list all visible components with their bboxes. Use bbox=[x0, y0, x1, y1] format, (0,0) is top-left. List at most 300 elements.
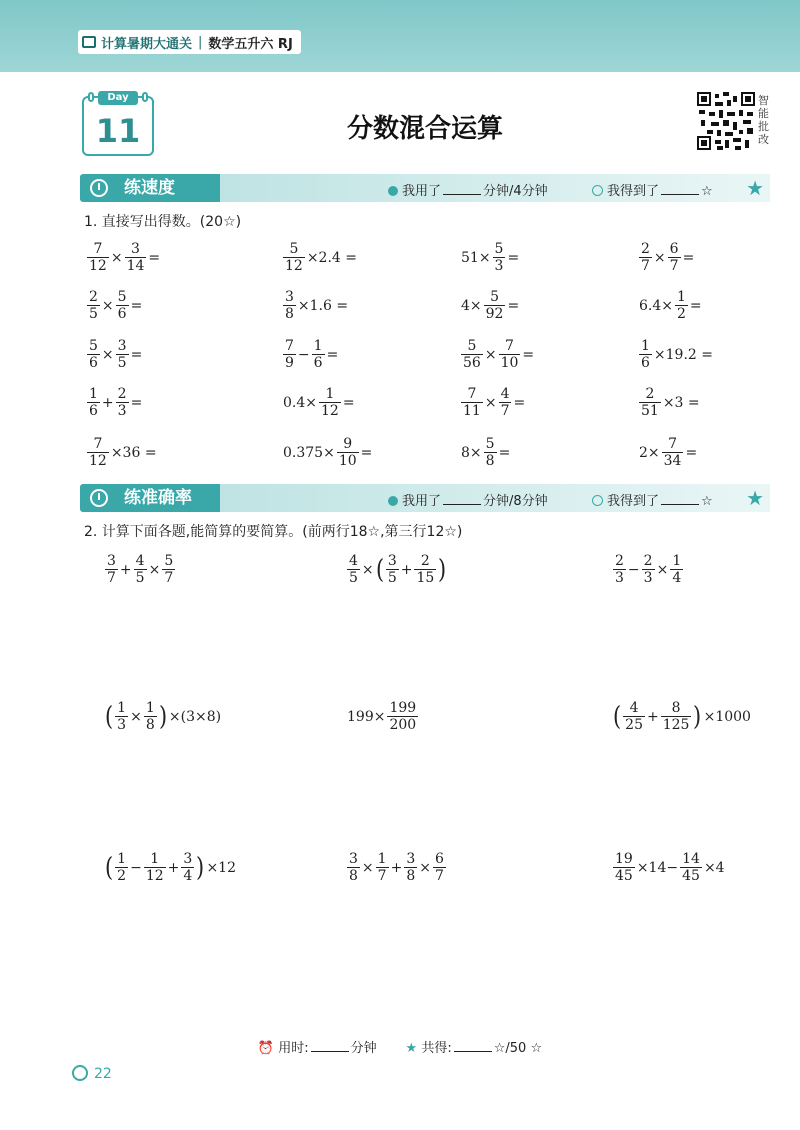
numerator: 19 bbox=[615, 851, 633, 867]
expression-text: 0.4× bbox=[283, 394, 317, 411]
numerator: 3 bbox=[183, 851, 193, 867]
fraction bbox=[144, 851, 166, 884]
time-blank[interactable] bbox=[443, 504, 481, 505]
fraction bbox=[376, 851, 389, 884]
numerator: 14 bbox=[682, 851, 700, 867]
footer-time-label: 用时: bbox=[278, 1041, 309, 1056]
fraction bbox=[675, 289, 688, 322]
section-accuracy-title: 练准确率 bbox=[124, 488, 192, 508]
numerator: 2 bbox=[645, 386, 655, 402]
numerator: 3 bbox=[349, 851, 358, 867]
numerator: 4 bbox=[500, 386, 510, 402]
denominator: 125 bbox=[662, 717, 690, 733]
denominator: 3 bbox=[615, 570, 624, 586]
fraction bbox=[312, 338, 325, 371]
operator: + bbox=[167, 859, 180, 876]
denominator: 5 bbox=[387, 570, 397, 586]
timer-icon bbox=[388, 186, 398, 196]
expression-text: ×12 bbox=[206, 859, 236, 876]
numerator: 6 bbox=[434, 851, 444, 867]
operator: = bbox=[342, 394, 355, 411]
timer-icon bbox=[388, 496, 398, 506]
star-suffix: ☆ bbox=[701, 494, 713, 509]
numerator: 1 bbox=[117, 851, 127, 867]
fraction bbox=[613, 851, 635, 884]
fraction bbox=[639, 338, 652, 371]
expression-text: ×2.4 = bbox=[306, 249, 358, 266]
expression-text: 6.4× bbox=[639, 297, 673, 314]
calendar-ring-icon bbox=[88, 92, 94, 102]
fraction bbox=[116, 289, 129, 322]
fraction bbox=[115, 700, 128, 733]
fraction bbox=[125, 241, 147, 274]
operator: × bbox=[484, 346, 497, 363]
section-speed-bar bbox=[80, 174, 770, 202]
denominator: 3 bbox=[117, 403, 127, 419]
fraction bbox=[337, 436, 359, 469]
operator: + bbox=[101, 394, 114, 411]
math-expression bbox=[104, 851, 237, 884]
math-expression bbox=[282, 289, 349, 322]
operator: = bbox=[507, 249, 520, 266]
denominator: 8 bbox=[406, 868, 416, 884]
star-suffix: ☆ bbox=[701, 184, 713, 199]
numerator: 1 bbox=[313, 338, 323, 354]
denominator: 11 bbox=[463, 403, 481, 419]
operator: = bbox=[326, 346, 339, 363]
denominator: 10 bbox=[338, 453, 357, 469]
fraction bbox=[105, 553, 118, 586]
operator: = bbox=[682, 249, 695, 266]
operator: × bbox=[484, 394, 497, 411]
numerator: 4 bbox=[135, 553, 145, 569]
expression-text: ×1.6 = bbox=[297, 297, 349, 314]
math-expression bbox=[86, 436, 158, 469]
denominator: 5 bbox=[117, 355, 127, 371]
expression-text: ×4 bbox=[703, 859, 725, 876]
qr-note: 智能批改 bbox=[758, 94, 769, 146]
operator: × bbox=[101, 297, 114, 314]
math-expression bbox=[86, 289, 143, 322]
denominator: 9 bbox=[285, 355, 294, 371]
expression-text: 4× bbox=[461, 297, 482, 314]
expression-text: 51× bbox=[461, 249, 491, 266]
footer-total-suffix: ☆/50 ☆ bbox=[493, 1041, 543, 1056]
time-used-field[interactable] bbox=[388, 180, 548, 199]
numerator: 3 bbox=[117, 338, 127, 354]
denominator: 45 bbox=[682, 868, 700, 884]
numerator: 7 bbox=[93, 436, 103, 452]
numerator: 5 bbox=[494, 241, 504, 257]
sun-icon bbox=[72, 1065, 88, 1081]
fraction bbox=[116, 386, 129, 419]
operator: − bbox=[297, 346, 310, 363]
expression-text: ×36 = bbox=[110, 444, 157, 461]
numerator: 1 bbox=[117, 700, 127, 716]
denominator: 12 bbox=[89, 453, 107, 469]
fraction bbox=[642, 553, 655, 586]
math-expression bbox=[460, 436, 511, 469]
numerator: 1 bbox=[377, 851, 387, 867]
math-expression bbox=[104, 700, 222, 733]
operator: × bbox=[101, 346, 114, 363]
star-icon: ★ bbox=[746, 486, 764, 510]
fraction bbox=[87, 289, 100, 322]
fraction bbox=[493, 241, 506, 274]
page-number bbox=[72, 1065, 112, 1082]
denominator: 5 bbox=[89, 306, 98, 322]
denominator: 4 bbox=[672, 570, 682, 586]
denominator: 25 bbox=[625, 717, 643, 733]
expression-text: 8× bbox=[461, 444, 482, 461]
numerator: 2 bbox=[643, 553, 653, 569]
operator: × bbox=[653, 249, 666, 266]
fraction bbox=[662, 436, 684, 469]
book-breadcrumb bbox=[78, 30, 301, 54]
numerator: 3 bbox=[387, 553, 397, 569]
footer-summary bbox=[0, 1037, 800, 1056]
fraction bbox=[680, 851, 702, 884]
operator: × bbox=[361, 859, 374, 876]
fraction bbox=[387, 700, 418, 733]
stars-got-field[interactable] bbox=[592, 180, 713, 199]
denominator: 7 bbox=[500, 403, 510, 419]
parenthesis: ) bbox=[196, 852, 205, 883]
expression-text: 199× bbox=[347, 708, 386, 725]
fraction bbox=[87, 241, 109, 274]
math-expression bbox=[460, 338, 535, 371]
time-used-label: 我用了 bbox=[402, 184, 442, 199]
denominator: 8 bbox=[349, 868, 358, 884]
math-expression bbox=[638, 289, 703, 322]
numerator: 8 bbox=[671, 700, 681, 716]
fraction bbox=[668, 241, 681, 274]
denominator: 8 bbox=[145, 717, 155, 733]
expression-text: 2× bbox=[639, 444, 660, 461]
numerator: 5 bbox=[164, 553, 174, 569]
numerator: 1 bbox=[677, 289, 686, 305]
math-expression bbox=[638, 436, 698, 469]
fraction bbox=[484, 289, 506, 322]
math-expression bbox=[346, 553, 447, 586]
fraction bbox=[414, 553, 436, 586]
parenthesis: ( bbox=[105, 852, 114, 883]
denominator: 92 bbox=[485, 306, 504, 322]
time-used-label: 我用了 bbox=[402, 494, 442, 509]
operator: × bbox=[130, 708, 142, 725]
fraction bbox=[87, 338, 100, 371]
math-expression bbox=[612, 851, 726, 884]
denominator: 3 bbox=[494, 258, 504, 274]
section-speed-title: 练速度 bbox=[124, 178, 175, 198]
section-accuracy-bar bbox=[80, 484, 770, 512]
denominator: 34 bbox=[663, 453, 682, 469]
parenthesis: ) bbox=[158, 701, 167, 732]
denominator: 2 bbox=[677, 306, 686, 322]
fraction bbox=[670, 553, 683, 586]
denominator: 3 bbox=[117, 717, 127, 733]
fraction bbox=[115, 851, 128, 884]
math-expression bbox=[612, 700, 752, 733]
operator: = bbox=[507, 297, 520, 314]
parenthesis: ( bbox=[375, 554, 384, 585]
fraction bbox=[347, 553, 360, 586]
operator: × bbox=[656, 561, 669, 578]
qr-code-icon[interactable] bbox=[697, 92, 755, 150]
numerator: 5 bbox=[490, 289, 500, 305]
math-expression bbox=[612, 553, 684, 586]
denominator: 12 bbox=[89, 258, 107, 274]
fraction bbox=[319, 386, 341, 419]
fraction bbox=[461, 338, 483, 371]
denominator: 2 bbox=[117, 868, 127, 884]
numerator: 1 bbox=[641, 338, 650, 354]
stopwatch-icon bbox=[90, 179, 108, 197]
fraction bbox=[404, 851, 417, 884]
denominator: 6 bbox=[117, 306, 127, 322]
footer-time-blank[interactable] bbox=[311, 1051, 349, 1052]
stars-blank[interactable] bbox=[661, 194, 699, 195]
operator: = bbox=[130, 394, 143, 411]
expression-text: ×14− bbox=[636, 859, 679, 876]
fraction bbox=[181, 851, 194, 884]
denominator: 3 bbox=[643, 570, 653, 586]
parenthesis: ( bbox=[105, 701, 114, 732]
denominator: 51 bbox=[641, 403, 659, 419]
numerator: 3 bbox=[131, 241, 140, 257]
denominator: 4 bbox=[183, 868, 193, 884]
fraction bbox=[283, 241, 305, 274]
operator: = bbox=[689, 297, 702, 314]
math-expression bbox=[86, 338, 143, 371]
denominator: 6 bbox=[89, 403, 98, 419]
page-number-text: 22 bbox=[94, 1066, 112, 1082]
math-expression bbox=[460, 241, 520, 274]
operator: − bbox=[627, 561, 640, 578]
calendar-ring-icon bbox=[142, 92, 148, 102]
numerator: 7 bbox=[93, 241, 103, 257]
math-expression bbox=[346, 700, 419, 733]
fraction bbox=[484, 436, 497, 469]
denominator: 56 bbox=[463, 355, 481, 371]
math-expression bbox=[638, 338, 714, 371]
footer-total-label: 共得: bbox=[421, 1041, 452, 1056]
page-title: 分数混合运算 bbox=[346, 114, 503, 144]
stars-blank[interactable] bbox=[661, 504, 699, 505]
numerator: 2 bbox=[420, 553, 430, 569]
operator: + bbox=[119, 561, 132, 578]
numerator: 5 bbox=[89, 338, 98, 354]
day-tab: Day bbox=[98, 91, 138, 105]
numerator: 1 bbox=[672, 553, 682, 569]
instruction-2: 2. 计算下面各题,能简算的要简算。(前两行18☆,第三行12☆) bbox=[84, 524, 463, 540]
operator: = bbox=[513, 394, 526, 411]
numerator: 4 bbox=[629, 700, 639, 716]
parenthesis: ) bbox=[693, 701, 702, 732]
expression-text: ×19.2 = bbox=[653, 346, 714, 363]
denominator: 5 bbox=[135, 570, 145, 586]
denominator: 6 bbox=[641, 355, 650, 371]
day-number: 11 bbox=[95, 112, 141, 150]
numerator: 1 bbox=[325, 386, 335, 402]
operator: = bbox=[130, 297, 143, 314]
math-expression bbox=[460, 289, 520, 322]
parenthesis: ) bbox=[438, 554, 447, 585]
fraction bbox=[639, 241, 652, 274]
book-icon bbox=[82, 36, 96, 48]
check-icon bbox=[592, 495, 603, 506]
denominator: 7 bbox=[641, 258, 650, 274]
denominator: 7 bbox=[164, 570, 174, 586]
numerator: 1 bbox=[150, 851, 160, 867]
numerator: 2 bbox=[89, 289, 98, 305]
breadcrumb-separator: | bbox=[198, 34, 203, 50]
math-expression bbox=[346, 851, 447, 884]
star-icon: ★ bbox=[746, 176, 764, 200]
math-expression bbox=[282, 386, 356, 419]
operator: + bbox=[400, 561, 413, 578]
numerator: 4 bbox=[349, 553, 358, 569]
numerator: 3 bbox=[406, 851, 416, 867]
operator: = bbox=[148, 249, 161, 266]
fraction bbox=[499, 338, 521, 371]
math-expression bbox=[638, 241, 695, 274]
target-icon bbox=[90, 489, 108, 507]
math-expression bbox=[460, 386, 526, 419]
expression-text: ×3 = bbox=[662, 394, 700, 411]
denominator: 12 bbox=[285, 258, 303, 274]
numerator: 7 bbox=[505, 338, 514, 354]
operator: × bbox=[419, 859, 431, 876]
subject-label: 数学五升六 RJ bbox=[208, 36, 293, 52]
numerator: 2 bbox=[615, 553, 624, 569]
math-expression bbox=[638, 386, 701, 419]
denominator: 6 bbox=[313, 355, 323, 371]
numerator: 2 bbox=[117, 386, 127, 402]
fraction bbox=[283, 289, 296, 322]
operator: × bbox=[361, 561, 374, 578]
fraction bbox=[347, 851, 360, 884]
operator: + bbox=[390, 859, 403, 876]
operator: + bbox=[646, 708, 659, 725]
denominator: 7 bbox=[107, 570, 116, 586]
denominator: 12 bbox=[145, 868, 164, 884]
time-blank[interactable] bbox=[443, 194, 481, 195]
operator: = bbox=[130, 346, 143, 363]
operator: × bbox=[148, 561, 161, 578]
fraction bbox=[283, 338, 296, 371]
fraction bbox=[386, 553, 399, 586]
denominator: 8 bbox=[485, 453, 495, 469]
math-expression bbox=[282, 338, 339, 371]
operator: = bbox=[498, 444, 511, 461]
footer-time-unit: 分钟 bbox=[350, 1041, 377, 1056]
fraction bbox=[613, 553, 626, 586]
book-title: 计算暑期大通关 bbox=[101, 36, 193, 52]
fraction bbox=[144, 700, 157, 733]
section-accuracy-heading bbox=[80, 484, 220, 512]
section-speed-heading bbox=[80, 174, 220, 202]
stars-got-label: 我得到了 bbox=[607, 184, 660, 199]
numerator: 7 bbox=[285, 338, 294, 354]
fraction bbox=[639, 386, 661, 419]
footer-total-blank[interactable] bbox=[454, 1051, 492, 1052]
numerator: 7 bbox=[668, 436, 678, 452]
fraction bbox=[87, 386, 100, 419]
fraction bbox=[162, 553, 175, 586]
check-icon bbox=[592, 185, 603, 196]
stars-got-field[interactable] bbox=[592, 490, 713, 509]
math-expression bbox=[86, 386, 143, 419]
denominator: 200 bbox=[389, 717, 417, 733]
fraction bbox=[623, 700, 645, 733]
star-icon: ★ bbox=[405, 1041, 418, 1056]
numerator: 5 bbox=[485, 436, 495, 452]
fraction bbox=[433, 851, 446, 884]
expression-text: ×1000 bbox=[703, 708, 751, 725]
numerator: 3 bbox=[107, 553, 116, 569]
denominator: 7 bbox=[669, 258, 679, 274]
denominator: 6 bbox=[89, 355, 98, 371]
expression-text: 0.375× bbox=[283, 444, 335, 461]
stars-got-label: 我得到了 bbox=[607, 494, 660, 509]
parenthesis: ( bbox=[613, 701, 622, 732]
math-expression bbox=[282, 436, 373, 469]
denominator: 45 bbox=[615, 868, 633, 884]
math-expression bbox=[86, 241, 161, 274]
denominator: 10 bbox=[500, 355, 519, 371]
fraction bbox=[134, 553, 147, 586]
fraction bbox=[499, 386, 512, 419]
denominator: 15 bbox=[416, 570, 435, 586]
fraction bbox=[461, 386, 483, 419]
numerator: 7 bbox=[467, 386, 477, 402]
math-expression bbox=[282, 241, 358, 274]
operator: = bbox=[522, 346, 535, 363]
instruction-1: 1. 直接写出得数。(20☆) bbox=[84, 214, 242, 230]
operator: − bbox=[130, 859, 142, 876]
numerator: 3 bbox=[285, 289, 294, 305]
numerator: 5 bbox=[289, 241, 299, 257]
operator: = bbox=[685, 444, 698, 461]
time-limit-label: 分钟/8分钟 bbox=[483, 494, 548, 509]
time-used-field[interactable] bbox=[388, 490, 548, 509]
denominator: 5 bbox=[349, 570, 358, 586]
fraction bbox=[661, 700, 692, 733]
denominator: 8 bbox=[285, 306, 294, 322]
denominator: 7 bbox=[434, 868, 444, 884]
numerator: 1 bbox=[89, 386, 98, 402]
expression-text: ×(3×8) bbox=[168, 708, 222, 725]
denominator: 7 bbox=[377, 868, 387, 884]
numerator: 9 bbox=[343, 436, 353, 452]
numerator: 1 bbox=[145, 700, 155, 716]
numerator: 5 bbox=[117, 289, 127, 305]
math-expression bbox=[104, 553, 176, 586]
denominator: 14 bbox=[126, 258, 145, 274]
numerator: 5 bbox=[467, 338, 477, 354]
fraction bbox=[116, 338, 129, 371]
alarm-clock-icon: ⏰ bbox=[257, 1041, 275, 1056]
time-limit-label: 分钟/4分钟 bbox=[483, 184, 548, 199]
numerator: 2 bbox=[641, 241, 650, 257]
denominator: 12 bbox=[321, 403, 339, 419]
numerator: 199 bbox=[389, 700, 417, 716]
operator: × bbox=[110, 249, 123, 266]
fraction bbox=[87, 436, 109, 469]
operator: = bbox=[360, 444, 373, 461]
numerator: 6 bbox=[669, 241, 679, 257]
